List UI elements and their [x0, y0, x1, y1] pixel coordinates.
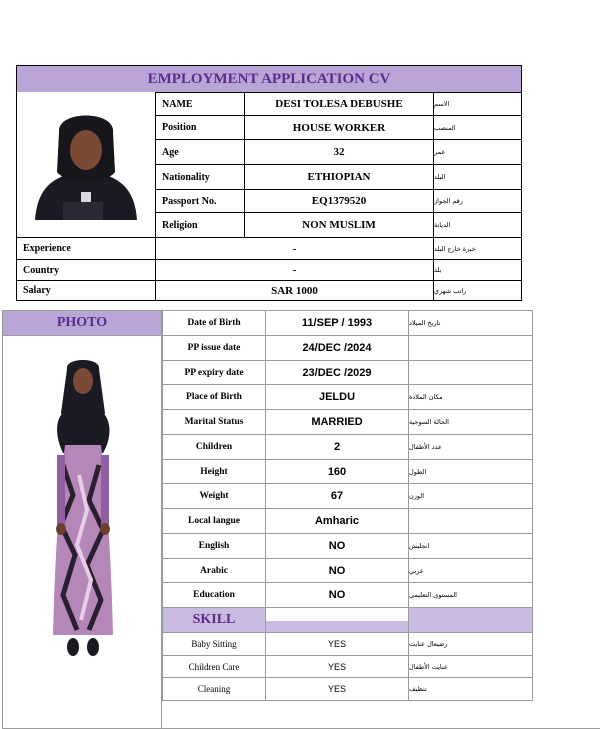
- detail-label: Height: [162, 459, 266, 484]
- personal-label: Passport No.: [155, 189, 245, 213]
- work-value: -: [155, 237, 434, 260]
- detail-value: JELDU: [265, 384, 409, 410]
- detail-value: NO: [265, 558, 409, 583]
- work-value: SAR 1000: [155, 280, 434, 301]
- skill-value: YES: [265, 655, 409, 678]
- detail-arabic-label: [408, 360, 533, 385]
- detail-label: Place of Birth: [162, 384, 266, 410]
- detail-value: 160: [265, 459, 409, 484]
- detail-value: 67: [265, 483, 409, 509]
- photo-header: PHOTO: [2, 310, 162, 336]
- detail-value: 11/SEP / 1993: [265, 310, 409, 336]
- personal-value: HOUSE WORKER: [244, 115, 434, 140]
- detail-label: Date of Birth: [162, 310, 266, 336]
- detail-arabic-label: الطول: [408, 459, 533, 484]
- detail-value: NO: [265, 582, 409, 608]
- detail-value: MARRIED: [265, 409, 409, 435]
- detail-arabic-label: عدد الأطفال: [408, 434, 533, 460]
- personal-arabic-label: الاسم: [433, 92, 522, 116]
- skill-value: YES: [265, 677, 409, 701]
- detail-value: Amharic: [265, 508, 409, 534]
- work-label: Experience: [16, 237, 156, 260]
- detail-value: 2: [265, 434, 409, 460]
- skill-value: YES: [265, 632, 409, 656]
- detail-label: Local langue: [162, 508, 266, 534]
- detail-label: Children: [162, 434, 266, 460]
- personal-value: EQ1379520: [244, 189, 434, 213]
- detail-arabic-label: الوزن: [408, 483, 533, 509]
- skill-arabic-label: رضيعال عنايت: [408, 632, 533, 656]
- personal-label: Position: [155, 115, 245, 140]
- detail-arabic-label: [408, 335, 533, 361]
- detail-arabic-label: مكان الملادة: [408, 384, 533, 410]
- detail-arabic-label: الحالة السوجية: [408, 409, 533, 435]
- skill-label: Children Care: [162, 655, 266, 678]
- personal-label: Nationality: [155, 164, 245, 190]
- cv-title: EMPLOYMENT APPLICATION CV: [16, 65, 522, 93]
- skill-label: Baby Sitting: [162, 632, 266, 656]
- skill-label: Cleaning: [162, 677, 266, 701]
- detail-label: Weight: [162, 483, 266, 509]
- personal-arabic-label: عمر: [433, 139, 522, 165]
- work-arabic-label: خبرة خارج البلد: [433, 237, 522, 260]
- personal-value: 32: [244, 139, 434, 165]
- detail-label: English: [162, 533, 266, 559]
- detail-label: PP issue date: [162, 335, 266, 361]
- portrait-photo: [16, 92, 156, 238]
- personal-arabic-label: البلد: [433, 164, 522, 190]
- work-arabic-label: بلد: [433, 259, 522, 281]
- detail-value: NO: [265, 533, 409, 559]
- personal-value: DESI TOLESA DEBUSHE: [244, 92, 434, 116]
- detail-arabic-label: المستوى التعليمي: [408, 582, 533, 608]
- work-label: Country: [16, 259, 156, 281]
- skill-header-arabic-cell: [408, 607, 533, 633]
- detail-arabic-label: [408, 508, 533, 534]
- detail-label: Education: [162, 582, 266, 608]
- full-body-photo: [2, 335, 162, 729]
- work-arabic-label: راتب شهري: [433, 280, 522, 301]
- work-label: Salary: [16, 280, 156, 301]
- personal-value: NON MUSLIM: [244, 212, 434, 238]
- personal-arabic-label: المنصب: [433, 115, 522, 140]
- detail-arabic-label: تاريخ الميلاد: [408, 310, 533, 336]
- personal-arabic-label: الديانة: [433, 212, 522, 238]
- personal-arabic-label: رقم الجواز: [433, 189, 522, 213]
- detail-label: PP expiry date: [162, 360, 266, 385]
- detail-arabic-label: انجليش: [408, 533, 533, 559]
- personal-label: Religion: [155, 212, 245, 238]
- detail-value: 23/DEC /2029: [265, 360, 409, 385]
- skill-arabic-label: تنظيف: [408, 677, 533, 701]
- personal-value: ETHIOPIAN: [244, 164, 434, 190]
- personal-label: Age: [155, 139, 245, 165]
- work-value: -: [155, 259, 434, 281]
- detail-value: 24/DEC /2024: [265, 335, 409, 361]
- detail-label: Marital Status: [162, 409, 266, 435]
- skill-header-spacer: [265, 607, 409, 633]
- detail-label: Arabic: [162, 558, 266, 583]
- detail-arabic-label: عربي: [408, 558, 533, 583]
- skill-header: SKILL: [162, 607, 266, 633]
- skill-arabic-label: عنايت الأطفال: [408, 655, 533, 678]
- personal-label: NAME: [155, 92, 245, 116]
